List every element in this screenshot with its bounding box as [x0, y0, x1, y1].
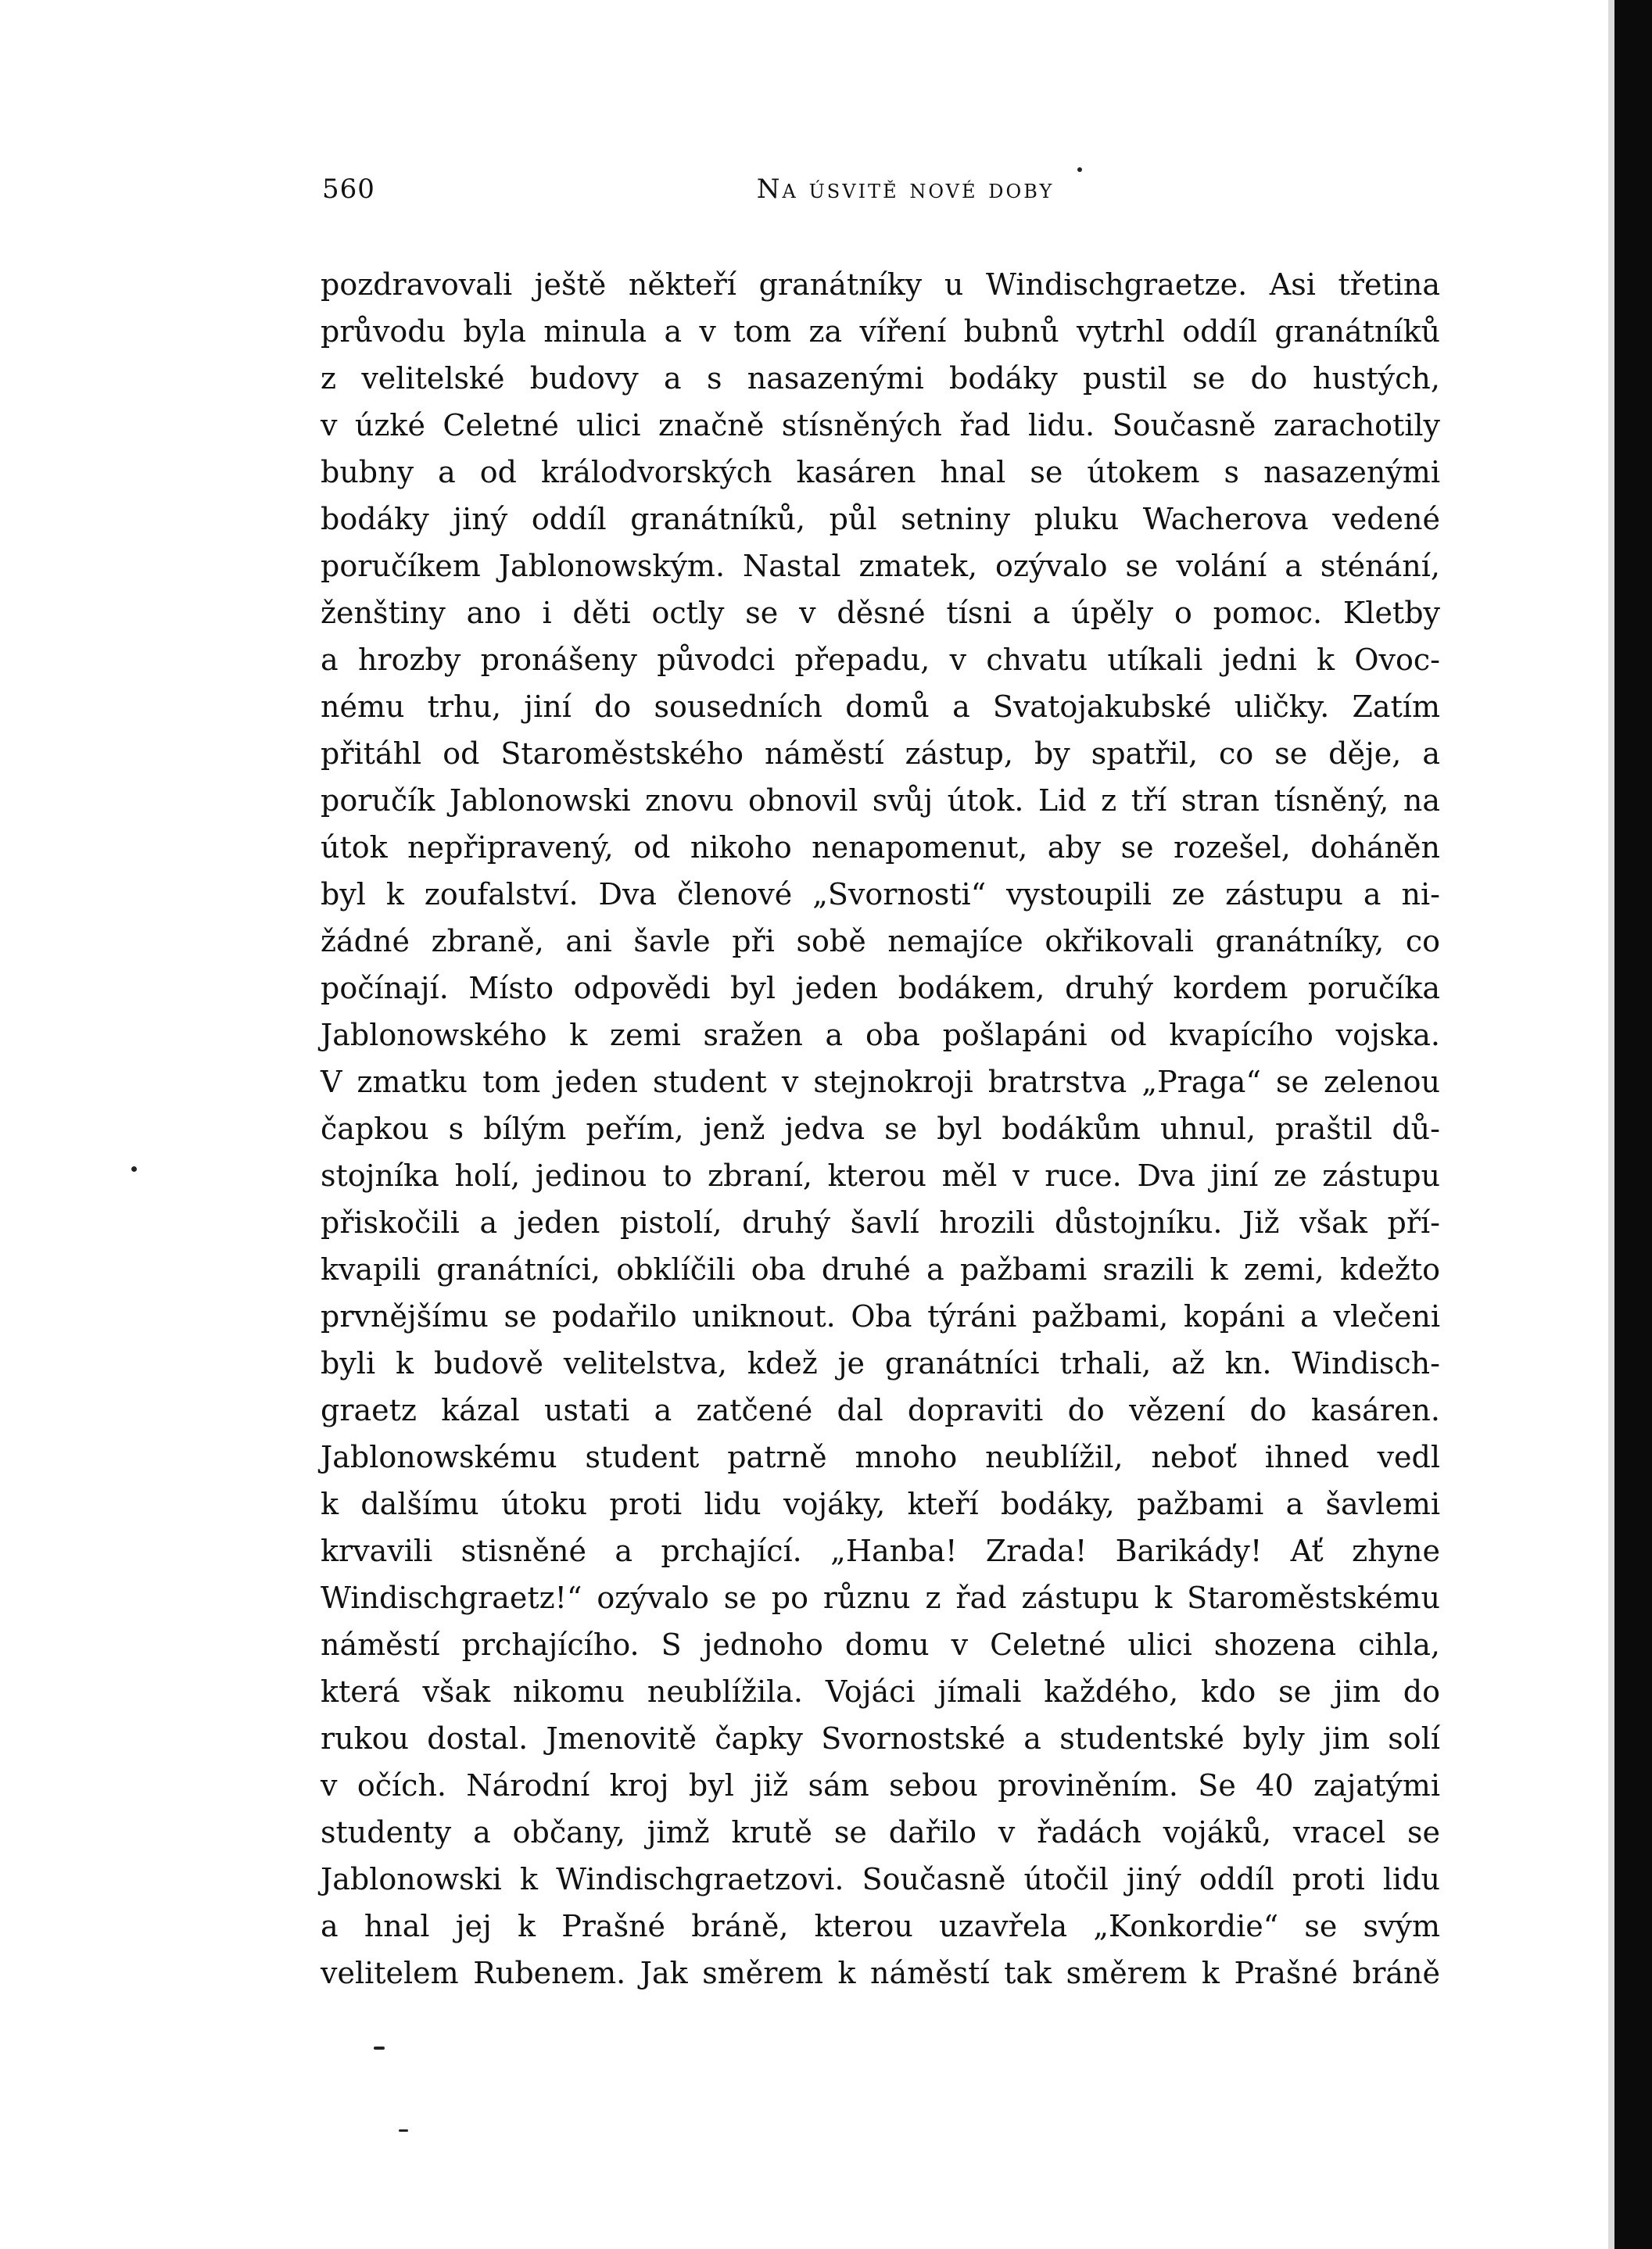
text-line: studenty a občany, jimž krutě se dařilo v řadách vojáků, vracel se [321, 1815, 1440, 1850]
text-line: která však nikomu neublížila. Vojáci jímali každého, kdo se jim do [321, 1674, 1440, 1709]
text-line: Windischgraetz!“ ozývalo se po různu z řad zástupu k Staroměstskému [321, 1581, 1440, 1615]
text-line: kvapili granátníci, obklíčili oba druhé a pažbami srazili k zemi, kdežto [321, 1252, 1440, 1287]
text-line: počínají. Místo odpovědi byl jeden bodákem, druhý kordem poručíka [321, 971, 1440, 1005]
text-line: přiskočili a jeden pistolí, druhý šavlí hrozili důstojníku. Již však pří- [321, 1205, 1440, 1240]
text-line: krvavili stisněné a prchající. „Hanba! Zrada! Barikády! Ať zhyne [321, 1534, 1440, 1568]
text-line: V zmatku tom jeden student v stejnokroji bratrstva „Praga“ se zelenou [321, 1065, 1440, 1099]
text-line: rukou dostal. Jmenovitě čapky Svornostské a studentské byly jim solí [321, 1721, 1440, 1756]
text-line: žádné zbraně, ani šavle při sobě nemajíce okřikovali granátníky, co [321, 924, 1440, 958]
body-text [321, 261, 1440, 1997]
scan-speck [399, 2129, 408, 2132]
text-line: průvodu byla minula a v tom za víření bubnů vytrhl oddíl granátníků [321, 314, 1440, 349]
text-line: Jablonowski k Windischgraetzovi. Současně útočil jiný oddíl proti lidu [321, 1862, 1440, 1896]
scan-border [1614, 0, 1652, 2249]
text-line: pozdravovali ještě někteří granátníky u Windischgraetze. Asi třetina [321, 267, 1440, 302]
text-line: Jablonowského k zemi sražen a oba pošlapáni od kvapícího vojska. [321, 1018, 1440, 1052]
scan-speck [1077, 167, 1082, 172]
text-line: velitelem Rubenem. Jak směrem k náměstí tak směrem k Prašné bráně [321, 1956, 1440, 1990]
page-number: 560 [322, 174, 375, 205]
scan-speck [131, 1166, 137, 1172]
text-line: bodáky jiný oddíl granátníků, půl setniny pluku Wacherova vedené [321, 502, 1440, 536]
text-line: čapkou s bílým peřím, jenž jedva se byl bodákům uhnul, praštil dů- [321, 1112, 1440, 1146]
text-line: z velitelské budovy a s nasazenými bodáky pustil se do hustých, [321, 361, 1440, 396]
text-line: přitáhl od Staroměstského náměstí zástup, by spatřil, co se děje, a [321, 736, 1440, 771]
text-line: byl k zoufalství. Dva členové „Svornosti“ vystoupili ze zástupu a ni- [321, 877, 1440, 911]
text-line: byli k budově velitelstva, kdež je granátníci trhali, až kn. Windisch- [321, 1346, 1440, 1381]
text-line: a hnal jej k Prašné bráně, kterou uzavřela „Konkordie“ se svým [321, 1909, 1440, 1943]
text-line: k dalšímu útoku proti lidu vojáky, kteří bodáky, pažbami a šavlemi [321, 1487, 1440, 1521]
text-line: poručík Jablonowski znovu obnovil svůj útok. Lid z tří stran tísněný, na [321, 783, 1440, 818]
text-line: náměstí prchajícího. S jednoho domu v Celetné ulici shozena cihla, [321, 1628, 1440, 1662]
scan-speck [374, 2047, 385, 2050]
text-line: nému trhu, jiní do sousedních domů a Svatojakubské uličky. Zatím [321, 689, 1440, 724]
text-line: a hrozby pronášeny původci přepadu, v chvatu utíkali jedni k Ovoc- [321, 643, 1440, 677]
text-line: poručíkem Jablonowským. Nastal zmatek, ozývalo se volání a sténání, [321, 549, 1440, 583]
text-line: bubny a od králodvorských kasáren hnal se útokem s nasazenými [321, 455, 1440, 489]
text-line: graetz kázal ustati a zatčené dal dopraviti do vězení do kasáren. [321, 1393, 1440, 1427]
page-edge-shadow [1608, 0, 1614, 2249]
running-title: Na úsvitě nové doby [756, 174, 1055, 205]
text-line: stojníka holí, jedinou to zbraní, kterou měl v ruce. Dva jiní ze zástupu [321, 1159, 1440, 1193]
text-line: Jablonowskému student patrně mnoho neublížil, neboť ihned vedl [321, 1440, 1440, 1474]
text-line: útok nepřipravený, od nikoho nenapomenut, aby se rozešel, doháněn [321, 830, 1440, 865]
text-line: v úzké Celetné ulici značně stísněných řad lidu. Současně zarachotily [321, 408, 1440, 442]
text-line: prvnějšímu se podařilo uniknout. Oba týráni pažbami, kopáni a vlečeni [321, 1299, 1440, 1334]
text-line: ženštiny ano i děti octly se v děsné tísni a úpěly o pomoc. Kletby [321, 596, 1440, 630]
text-line: v očích. Národní kroj byl již sám sebou proviněním. Se 40 zajatými [321, 1768, 1440, 1803]
page-header [322, 174, 1442, 220]
